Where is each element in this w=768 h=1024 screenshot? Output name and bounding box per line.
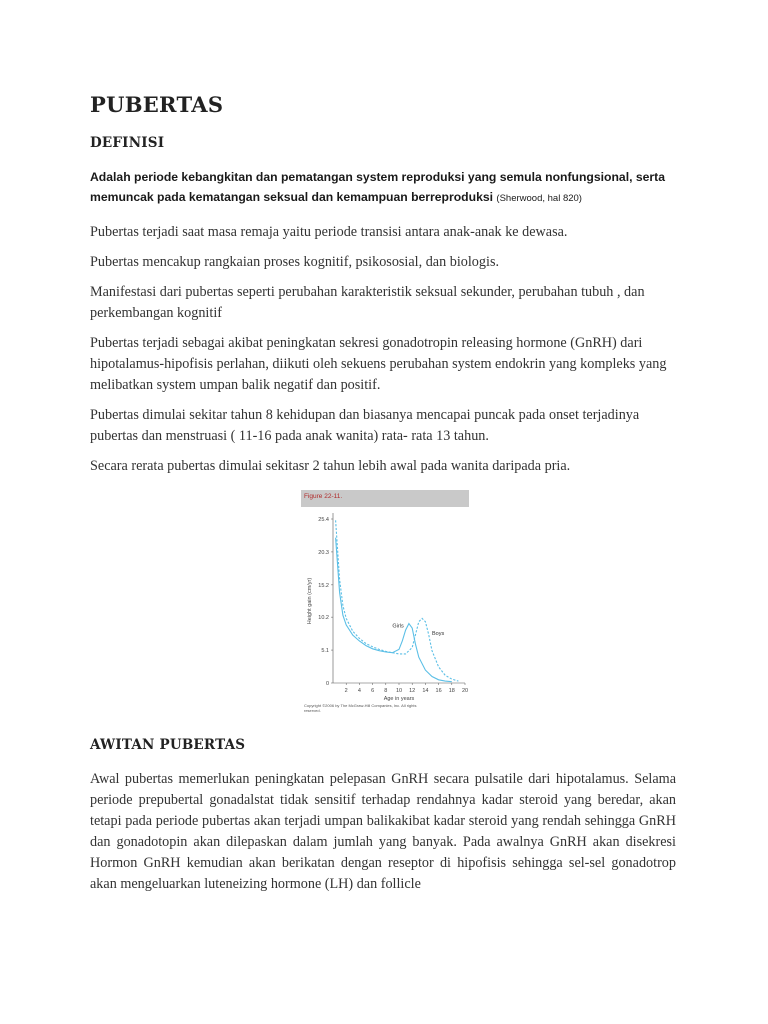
definition-paragraph	[90, 167, 676, 209]
x-tick-label: 10	[395, 688, 403, 694]
series-label-boys: Boys	[432, 631, 445, 638]
y-tick-label: 0	[325, 681, 329, 687]
paragraph: Pubertas terjadi sebagai akibat peningkatan sekresi gonadotropin releasing hormone (GnRH) dari hipotalamus-hipofisis perlahan, diikuti oleh sekuens perubahan system endokrin yang kompleks yang melibatkan system umpan balik negatif dan positif.	[90, 335, 667, 393]
paragraph: Pubertas dimulai sekitar tahun 8 kehidupan dan biasanya mencapai puncak pada onset terjadinya pubertas dan menstruasi ( 11-16 pada anak wanita) rata- rata 13 tahun.	[90, 407, 640, 444]
figure-header	[301, 490, 469, 507]
document-content	[90, 92, 676, 904]
x-tick-label: 18	[448, 688, 455, 694]
y-tick-label: 20.3	[318, 549, 329, 556]
paragraph: Pubertas mencakup rangkaian proses kognitif, psikososial, dan biologis.	[90, 254, 500, 270]
paragraph: Secara rerata pubertas dimulai sekitasr 2 tahun lebih awal pada wanita daripada pria.	[90, 458, 571, 474]
x-tick-label: 12	[409, 688, 416, 694]
x-tick-label: 20	[461, 688, 469, 694]
y-axis-label: Height gain (cm/yr)	[307, 577, 313, 625]
series-line-boys	[336, 520, 459, 681]
x-axis-label: Age in years	[383, 696, 415, 702]
y-tick-label: 15.2	[318, 582, 329, 589]
page-title: PUBERTAS	[90, 92, 224, 117]
awitan-paragraph: Awal pubertas memerlukan peningkatan pelepasan GnRH secara pulsatile dari hipotalamus. Selama periode prepubertal gonadalstat tidak sensitif terhadap rendahnya kadar steroid yang beredar, akan tetapi pada periode pubertas akan terjadi umpan balikakibat kadar steroid yang rendah sehingga GnRH dan gonadotopin akan dilepaskan dalam jumlah yang banyak. Pada awalnya GnRH akan disekresi Hormon GnRH kemudian akan berikatan dengan reseptor di hipofisis sehingga sel-sel gonadotrop akan mengeluarkan luteneizing hormone (LH) dan follicle	[90, 771, 676, 892]
figure-title: Figure 22-11.	[304, 493, 343, 500]
x-tick-label: 14	[422, 688, 429, 694]
definition-citation: (Sherwood, hal 820)	[496, 193, 582, 204]
definition-text: Adalah periode kebangkitan dan pematangan system reproduksi yang semula nonfungsional, serta memuncak pada kematangan seksual dan kemampuan berreproduksi	[90, 170, 665, 204]
growth-chart	[301, 507, 469, 703]
paragraph: Manifestasi dari pubertas seperti perubahan karakteristik seksual sekunder, perubahan tubuh , dan perkembangan kognitif	[90, 284, 645, 321]
x-tick-label: 8	[384, 688, 388, 694]
series-line-girls	[336, 538, 452, 682]
y-tick-label: 10.2	[318, 615, 329, 622]
section-heading-definisi: DEFINISI	[90, 135, 165, 151]
y-tick-label: 25.4	[318, 517, 329, 523]
x-tick-label: 4	[357, 688, 361, 694]
y-tick-label: 5.1	[321, 648, 329, 655]
growth-velocity-figure	[301, 490, 469, 718]
x-tick-label: 16	[435, 688, 442, 694]
x-tick-label: 2	[344, 688, 348, 694]
section-heading-awitan: AWITAN PUBERTAS	[90, 737, 246, 753]
x-tick-label: 6	[371, 688, 375, 694]
figure-copyright: Copyright ©2006 by The McGraw-Hill Companies, Inc. All rights reserved.	[304, 703, 417, 713]
series-label-girls: Girls	[392, 623, 404, 630]
paragraph: Pubertas terjadi saat masa remaja yaitu periode transisi antara anak-anak ke dewasa.	[90, 224, 568, 240]
